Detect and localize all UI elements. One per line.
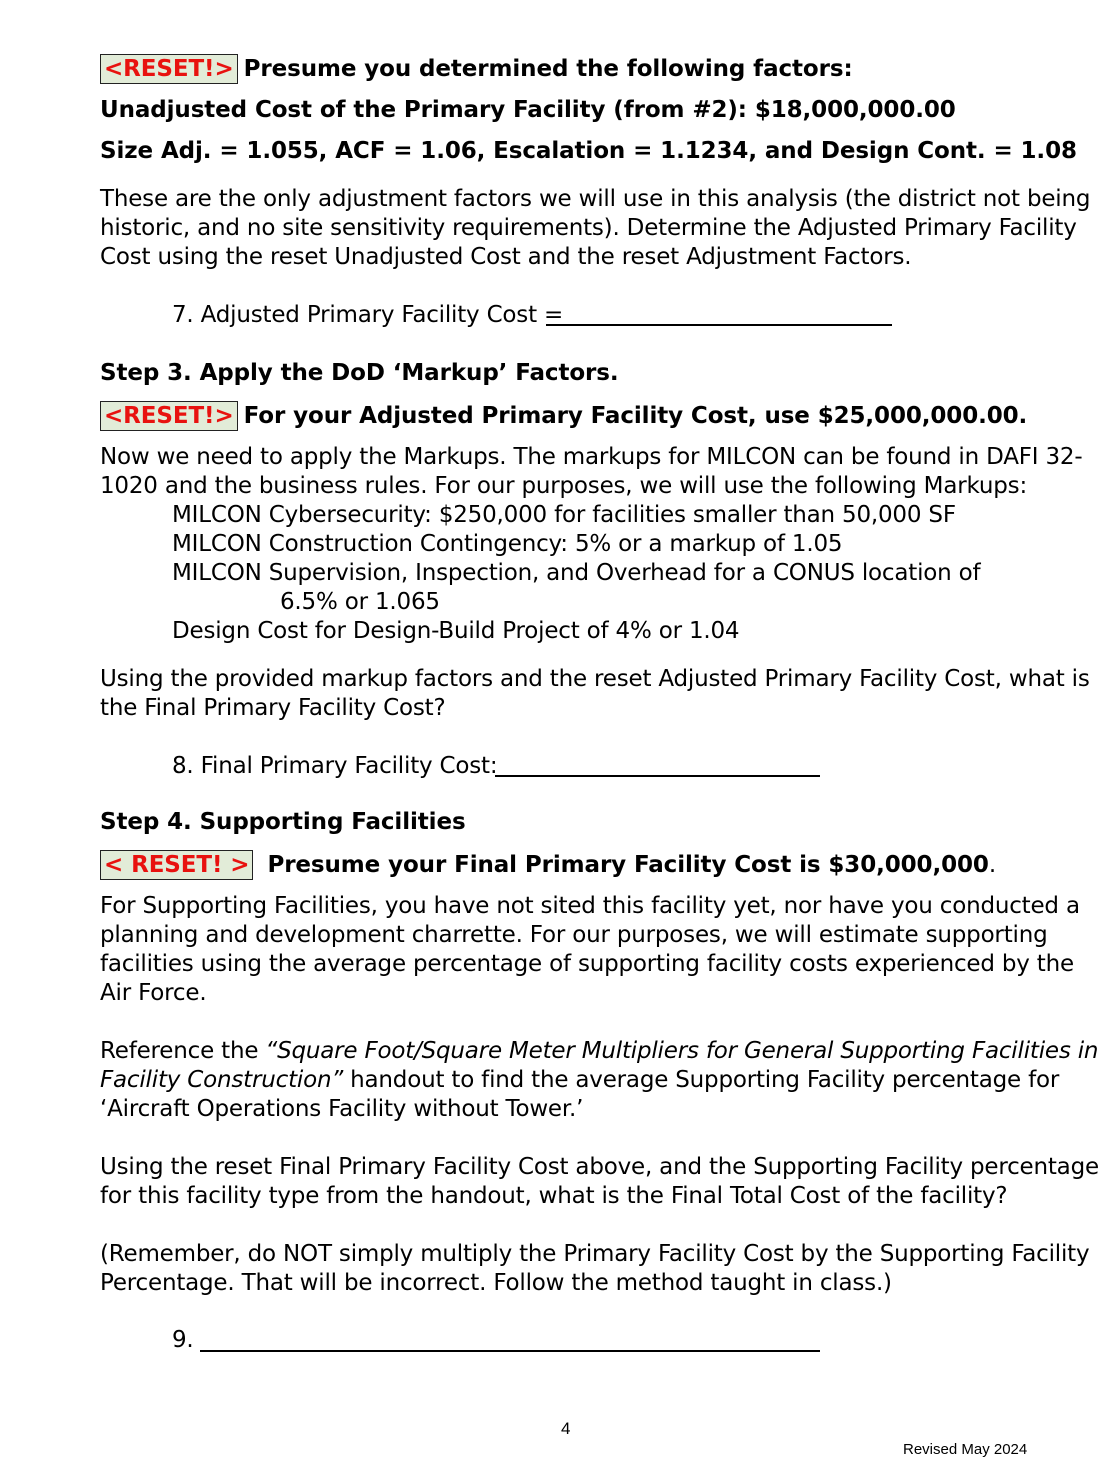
page-number: 4 [561,1419,571,1438]
paragraph-line: historic, and no site sensitivity requirements). Determine the Adjusted Primary Facility [100,215,1077,241]
reset-badge: <RESET!> [100,54,238,84]
reference-line-1 [100,1037,1098,1066]
unadjusted-cost-line: Unadjusted Cost of the Primary Facility (from #2): $18,000,000.00 [100,97,956,123]
paragraph-line: the Final Primary Facility Cost? [100,695,446,721]
question-9-label: 9. [172,1327,194,1353]
reference-line-2 [100,1066,1059,1095]
reset-badge: <RESET!> [100,401,238,431]
heading-text: Presume you determined the following factors: [243,56,853,82]
paragraph-line: These are the only adjustment factors we will use in this analysis (the district not being [100,186,1091,212]
reference-text: Reference the [100,1038,266,1064]
paragraph-line: facilities using the average percentage of supporting facility costs experienced by the [100,951,1074,977]
reset-text: Presume your Final Primary Facility Cost is $30,000,000 [267,852,989,878]
paragraph-line: (Remember, do NOT simply multiply the Primary Facility Cost by the Supporting Facility [100,1241,1090,1267]
paragraph-line: Now we need to apply the Markups. The markups for MILCON can be found in DAFI 32- [100,444,1083,470]
question-7-label: 7. Adjusted Primary Facility Cost = [172,302,564,328]
markup-item-continued: 6.5% or 1.065 [280,589,440,615]
markup-item: MILCON Cybersecurity: $250,000 for facilities smaller than 50,000 SF [172,502,956,528]
markup-item: MILCON Construction Contingency: 5% or a markup of 1.05 [172,531,843,557]
reset-heading-1 [100,54,853,84]
reference-line-3: ‘Aircraft Operations Facility without Tower.’ [100,1096,584,1122]
markup-item: Design Cost for Design-Build Project of 4% or 1.04 [172,618,740,644]
paragraph-line: Air Force. [100,980,207,1006]
reset-heading-3 [100,850,996,880]
answer-9-blank[interactable] [200,1350,820,1352]
factors-line: Size Adj. = 1.055, ACF = 1.06, Escalation = 1.1234, and Design Cont. = 1.08 [100,138,1077,164]
markup-item: MILCON Supervision, Inspection, and Overhead for a CONUS location of [172,560,981,586]
reset-heading-2 [100,401,1027,431]
answer-7-blank[interactable] [546,324,892,326]
step-4-title: Step 4. Supporting Facilities [100,809,466,835]
question-8-label: 8. Final Primary Facility Cost: [172,753,498,779]
reset-text: For your Adjusted Primary Facility Cost, use $25,000,000.00. [243,403,1028,429]
reset-badge: < RESET! > [100,850,253,880]
reset-text-end: . [988,852,997,878]
paragraph-line: Percentage. That will be incorrect. Follow the method taught in class.) [100,1270,892,1296]
handout-title: “Square Foot/Square Meter Multipliers for General Supporting Facilities in [265,1038,1099,1064]
handout-title: Facility Construction” [100,1067,344,1093]
step-3-title: Step 3. Apply the DoD ‘Markup’ Factors. [100,360,619,386]
paragraph-line: for this facility type from the handout, what is the Final Total Cost of the facility? [100,1183,1008,1209]
paragraph-line: Using the reset Final Primary Facility Cost above, and the Supporting Facility percentage [100,1154,1099,1180]
paragraph-line: Cost using the reset Unadjusted Cost and the reset Adjustment Factors. [100,244,912,270]
paragraph-line: For Supporting Facilities, you have not sited this facility yet, nor have you conducted a [100,893,1080,919]
reference-text: handout to find the average Supporting Facility percentage for [343,1067,1060,1093]
paragraph-line: planning and development charrette. For our purposes, we will estimate supporting [100,922,1048,948]
revised-date: Revised May 2024 [903,1441,1028,1458]
paragraph-line: 1020 and the business rules. For our purposes, we will use the following Markups: [100,473,1027,499]
paragraph-line: Using the provided markup factors and the reset Adjusted Primary Facility Cost, what is [100,666,1090,692]
answer-8-blank[interactable] [495,775,820,777]
